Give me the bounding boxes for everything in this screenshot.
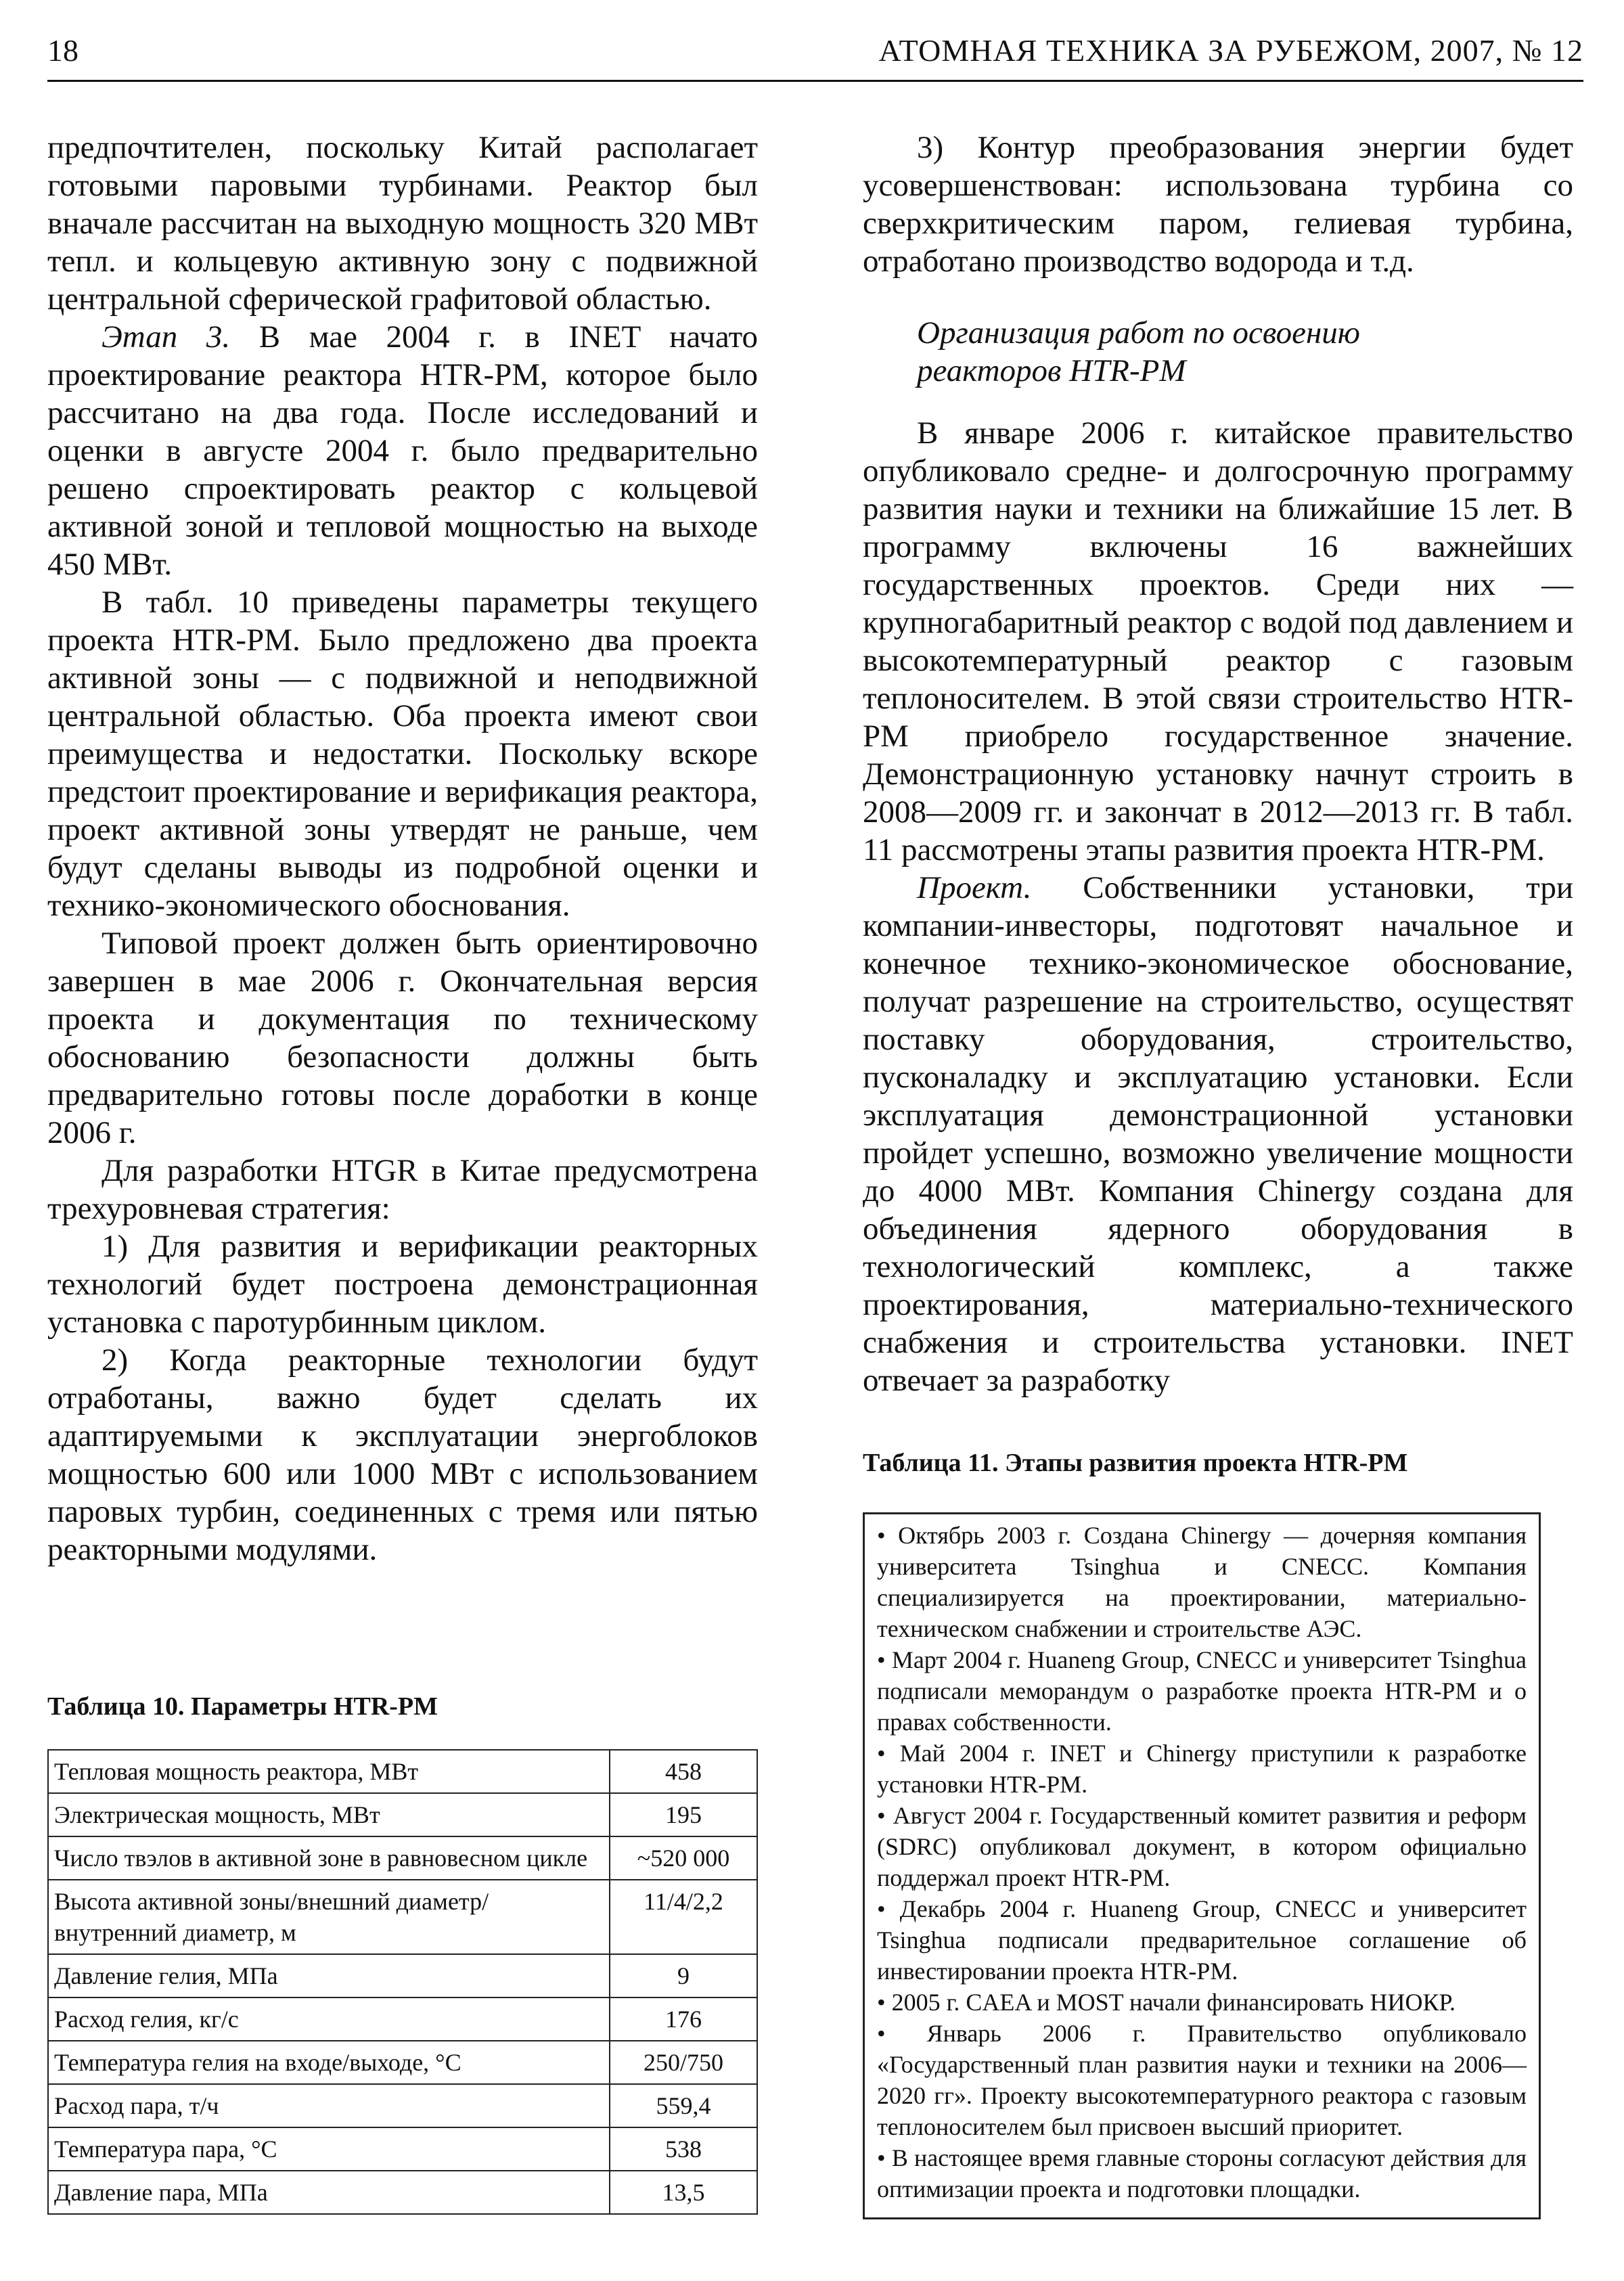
param-cell: Электрическая мощность, МВт <box>48 1793 610 1836</box>
list-item: • 2005 г. CAEA и MOST начали финансировать НИОКР. <box>877 1987 1527 2018</box>
table11-box <box>863 1512 1541 2219</box>
paragraph: 2) Когда реакторные технологии будут отработаны, важно будет сделать их адаптируемыми к эксплуатации энергоблоков мощностью 600 или 1000 МВт с использованием паровых турбин, соединенных с тремя или пятью реакторными модулями. <box>47 1342 758 1567</box>
param-cell: Расход пара, т/ч <box>48 2084 610 2127</box>
table-row <box>48 1880 757 1954</box>
paragraph-text: В мае 2004 г. в INET начато проектирование реактора HTR-PM, которое было рассчитано на два года. После исследований и оценки в августе 2004 г. было предварительно решено спроектировать реактор с кольцевой активной зоной и тепловой мощностью на выходе 450 МВт. <box>47 319 758 582</box>
table-row <box>48 2084 757 2127</box>
table-row <box>48 2127 757 2171</box>
section-subheading <box>917 314 1573 390</box>
paragraph <box>47 318 758 583</box>
table11-title: Таблица 11. Этапы развития проекта HTR-PM <box>863 1449 1408 1477</box>
paragraph: Для разработки HTGR в Китае предусмотрена трехуровневая стратегия: <box>47 1153 758 1226</box>
param-cell: Тепловая мощность реактора, МВт <box>48 1750 610 1793</box>
table-row <box>48 1836 757 1880</box>
table-row <box>48 1997 757 2041</box>
value-cell: 559,4 <box>610 2084 757 2127</box>
list-item: • Март 2004 г. Huaneng Group, CNECC и университет Tsinghua подписали меморандум о разработке проекта HTR-PM и о правах собственности. <box>877 1644 1527 1738</box>
table-row <box>48 1793 757 1836</box>
table-row <box>48 1750 757 1793</box>
value-cell: 13,5 <box>610 2171 757 2214</box>
list-item: • Август 2004 г. Государственный комитет развития и реформ (SDRC) опубликовал документ, в котором официально поддержал проект HTR-PM. <box>877 1800 1527 1893</box>
table-row <box>48 2171 757 2214</box>
value-cell: 458 <box>610 1750 757 1793</box>
paragraph: 1) Для развития и верификации реакторных технологий будет построена демонстрационная установка с паротурбинным циклом. <box>47 1229 758 1340</box>
paragraph-lead: Проект. <box>917 870 1032 905</box>
paragraph: Типовой проект должен быть ориентировочно завершен в мае 2006 г. Окончательная версия проекта и документация по техническому обоснованию безопасности должны быть предварительно готовы после доработки в конце 2006 г. <box>47 926 758 1150</box>
paragraph-text: Собственники установки, три компании-инвесторы, подготовят начальное и конечное технико-экономическое обоснование, получат разрешение на строительство, осуществят поставку оборудования, строительство, пусконаладку и эксплуатацию установки. Если эксплуатация демонстрационной установки пройдет успешно, возможно увеличение мощности до 4000 МВт. Компания Chinergy создана для объединения ядерного оборудования в технологический комплекс, а также проектирования, материально-технического снабжения и строительства установки. INET отвечает за разработку <box>863 870 1573 1398</box>
param-cell: Температура гелия на входе/выходе, °С <box>48 2041 610 2084</box>
value-cell: 538 <box>610 2127 757 2171</box>
param-cell: Высота активной зоны/внешний диаметр/внутренний диаметр, м <box>48 1880 610 1954</box>
param-cell: Давление пара, МПа <box>48 2171 610 2214</box>
list-item: • Май 2004 г. INET и Chinergy приступили к разработке установки HTR-PM. <box>877 1738 1527 1800</box>
subheading-line: Организация работ по освоению <box>917 315 1360 351</box>
paragraph: В январе 2006 г. китайское правительство опубликовало средне- и долгосрочную программу развития науки и техники на ближайшие 15 лет. В программу включены 16 важнейших государственных проектов. Среди них — крупногабаритный реактор с водой под давлением и высокотемпературный реактор с газовым теплоносителем. В этой связи строительство HTR-PM приобрело государственное значение. Демонстрационную установку начнут строить в 2008—2009 гг. и закончат в 2012—2013 гг. В табл. 11 рассмотрены этапы развития проекта HTR-PM. <box>863 415 1573 867</box>
table-row <box>48 1954 757 1997</box>
value-cell: 11/4/2,2 <box>610 1880 757 1954</box>
journal-title: АТОМНАЯ ТЕХНИКА ЗА РУБЕЖОМ, 2007, № 12 <box>878 33 1583 68</box>
value-cell: 250/750 <box>610 2041 757 2084</box>
list-item: • Октябрь 2003 г. Создана Chinergy — дочерняя компания университета Tsinghua и CNECC. Компания специализируется на проектировании, материально-техническом снабжении и строительстве АЭС. <box>877 1520 1527 1644</box>
right-column <box>863 129 1573 1399</box>
left-column <box>47 129 758 1568</box>
value-cell: 9 <box>610 1954 757 1997</box>
table11-list <box>877 1520 1527 2205</box>
value-cell: 195 <box>610 1793 757 1836</box>
paragraph: В табл. 10 приведены параметры текущего проекта HTR-PM. Было предложено два проекта активной зоны — с подвижной и неподвижной центральной областью. Оба проекта имеют свои преимущества и недостатки. Поскольку вскоре предстоит проектирование и верификация реактора, проект активной зоны утвердят не раньше, чем будут сделаны выводы из подробной оценки и технико-экономического обоснования. <box>47 585 758 923</box>
param-cell: Число твэлов в активной зоне в равновесном цикле <box>48 1836 610 1880</box>
list-item: • В настоящее время главные стороны согласуют действия для оптимизации проекта и подготовки площадки. <box>877 2142 1527 2205</box>
paragraph <box>863 869 1573 1399</box>
paragraph: 3) Контур преобразования энергии будет усовершенствован: использована турбина со сверхкритическим паром, гелиевая турбина, отработано производство водорода и т.д. <box>863 130 1573 279</box>
table10-title: Таблица 10. Параметры HTR-PM <box>47 1692 438 1721</box>
table10 <box>47 1749 758 2215</box>
list-item: • Декабрь 2004 г. Huaneng Group, CNECC и университет Tsinghua подписали предварительное соглашение об инвестировании проекта HTR-PM. <box>877 1893 1527 1987</box>
param-cell: Давление гелия, МПа <box>48 1954 610 1997</box>
value-cell: ~520 000 <box>610 1836 757 1880</box>
subheading-line: реакторов HTR-PM <box>917 353 1186 388</box>
list-item: • Январь 2006 г. Правительство опубликовало «Государственный план развития науки и техники на 2006—2020 гг». Проекту высокотемпературного реактора с газовым теплоносителем был присвоен высший приоритет. <box>877 2018 1527 2142</box>
page-header <box>47 32 1583 82</box>
table-row <box>48 2041 757 2084</box>
paragraph-lead: Этап 3. <box>102 319 231 355</box>
param-cell: Температура пара, °С <box>48 2127 610 2171</box>
value-cell: 176 <box>610 1997 757 2041</box>
page-number: 18 <box>47 33 78 68</box>
paragraph: предпочтителен, поскольку Китай располагает готовыми паровыми турбинами. Реактор был вначале рассчитан на выходную мощность 320 МВт тепл. и кольцевую активную зону с подвижной центральной сферической графитовой областью. <box>47 130 758 317</box>
param-cell: Расход гелия, кг/с <box>48 1997 610 2041</box>
